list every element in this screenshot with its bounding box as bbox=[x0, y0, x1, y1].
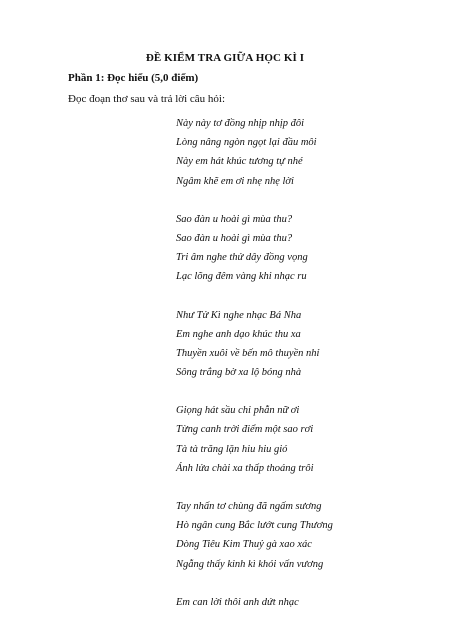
poem-line: Sao đàn u hoài gì mùa thu? bbox=[176, 232, 293, 244]
poem-line: Tay nhấn tơ chùng đã ngấm sương bbox=[176, 501, 322, 512]
poem-line: Này này tơ đồng nhịp nhịp đôi bbox=[176, 118, 305, 129]
poem-line: Tà tà trăng lặn hiu hiu gió bbox=[176, 443, 288, 455]
poem-line: Như Tử Kì nghe nhạc Bá Nha bbox=[176, 309, 302, 321]
poem-line: Ánh lửa chài xa thấp thoáng trôi bbox=[176, 462, 314, 474]
poem-line: Em nghe anh dạo khúc thu xa bbox=[176, 328, 301, 340]
poem-stanza bbox=[176, 401, 436, 478]
poem-line: Em can lời thôi anh dứt nhạc bbox=[176, 596, 299, 608]
poem-line: Tri âm nghe thử dây đồng vọng bbox=[176, 252, 308, 264]
part-heading: Phần 1: Đọc hiểu (5,0 điểm) bbox=[68, 72, 199, 84]
poem-line: Giọng hát sầu chi phẫn nữ ơi bbox=[176, 405, 300, 417]
poem bbox=[176, 114, 436, 631]
poem-stanza bbox=[176, 114, 436, 191]
poem-stanza bbox=[176, 210, 436, 287]
poem-line: Này em hát khúc tương tự nhé bbox=[176, 156, 303, 168]
poem-line: Ngâm khẽ em ơi nhẹ nhẹ lời bbox=[176, 175, 294, 187]
poem-line: Từng canh trời điểm một sao rơi bbox=[176, 424, 314, 436]
instruction-text: Đọc đoạn thơ sau và trả lời câu hỏi: bbox=[68, 93, 226, 105]
poem-line: Sông trắng bờ xa lộ bóng nhà bbox=[176, 367, 302, 379]
poem-line: Lòng nâng ngòn ngọt lại đầu môi bbox=[176, 137, 317, 149]
poem-line: Dòng Tiêu Kim Thuỷ gà xao xác bbox=[176, 539, 312, 551]
poem-line: Sao đàn u hoài gì mùa thu? bbox=[176, 213, 293, 225]
poem-line: Thuyền xuôi về bến mô thuyền nhỉ bbox=[176, 347, 320, 359]
poem-line: Hò ngân cung Bắc lướt cung Thương bbox=[176, 520, 333, 532]
poem-line: Ngẫng thấy kinh kì khói vấn vương bbox=[176, 558, 324, 570]
poem-stanza bbox=[176, 306, 436, 383]
poem-stanza bbox=[176, 497, 436, 574]
poem-stanza bbox=[176, 593, 436, 612]
document-title: ĐỀ KIỂM TRA GIỮA HỌC KÌ I bbox=[145, 52, 305, 64]
poem-line: Lạc lõng đêm vàng khi nhạc ru bbox=[176, 271, 307, 283]
